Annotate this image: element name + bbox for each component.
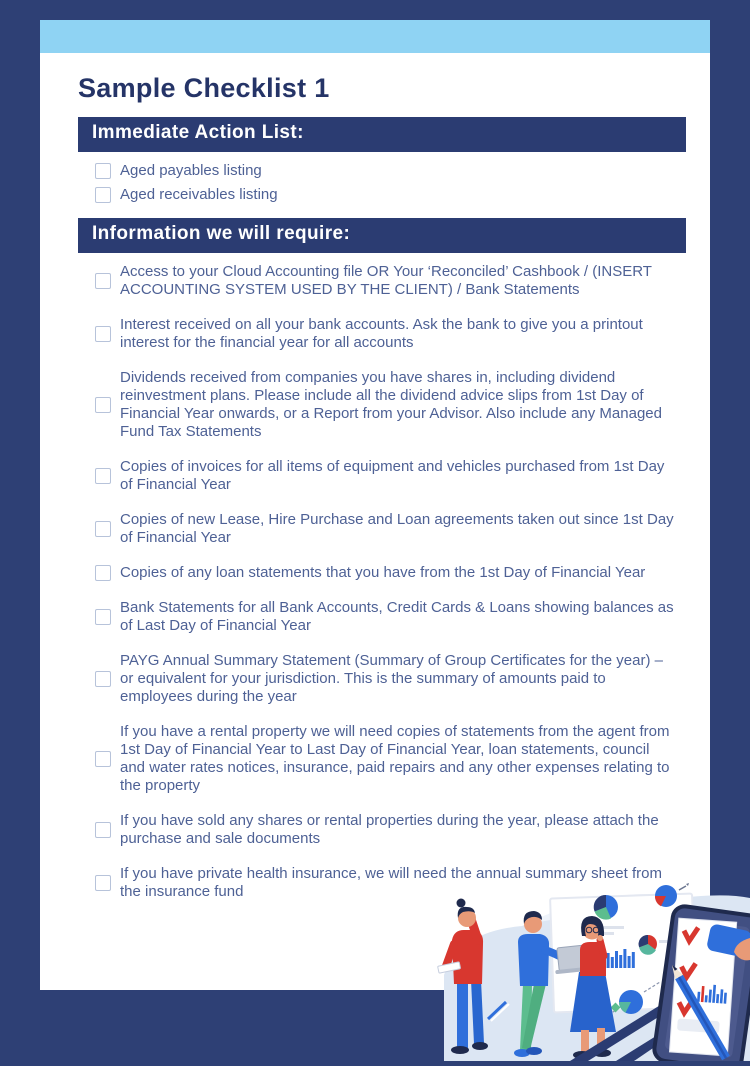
checkbox[interactable] — [95, 273, 111, 289]
checklist-item-label: If you have a rental property we will need copies of statements from the agent from 1st Day of Financial Year to Last Day of Financial Year, loan statements, council and water rates notices, insurance, paid repairs and any other expenses relating to the property — [120, 723, 670, 794]
checkbox[interactable] — [95, 468, 111, 484]
checklist-item-label: PAYG Annual Summary Statement (Summary of Group Certificates for the year) – or equivalent for your jurisdiction. This is the summary of amounts paid to employees during the year — [120, 652, 663, 705]
checkbox[interactable] — [95, 187, 111, 203]
section-heading: Information we will require: — [78, 218, 686, 253]
checklist-item-label: Access to your Cloud Accounting file OR Your ‘Reconciled’ Cashbook / (INSERT ACCOUNTING SYSTEM USED BY THE CLIENT) / Bank Statements — [120, 263, 652, 298]
checkbox[interactable] — [95, 565, 111, 581]
checklist-item-label: Copies of invoices for all items of equipment and vehicles purchased from 1st Day of Financial Year — [120, 458, 665, 493]
checklist-item — [95, 458, 686, 494]
sheet-content — [40, 73, 710, 901]
checklist-item-label: Aged payables listing — [120, 162, 262, 179]
top-accent-bar — [40, 20, 710, 53]
checkbox[interactable] — [95, 671, 111, 687]
checkbox[interactable] — [95, 521, 111, 537]
checklist-item-label: Copies of any loan statements that you have from the 1st Day of Financial Year — [120, 564, 646, 581]
checklist-item — [95, 564, 686, 582]
checklist-item-label: If you have sold any shares or rental properties during the year, please attach the purchase and sale documents — [120, 812, 659, 847]
checklist-items — [78, 263, 686, 901]
checklist-item-label: Dividends received from companies you have shares in, including dividend reinvestment plans. Please include all the dividend advice slips from 1st Day of Financial Year onwards, or a Report from your Advisor. Also include any Managed Fund Tax Statements — [120, 369, 662, 440]
checklist-item-label: Aged receivables listing — [120, 186, 278, 203]
checklist-item — [95, 369, 686, 441]
checkbox[interactable] — [95, 397, 111, 413]
checklist-items — [78, 162, 686, 204]
checkbox[interactable] — [95, 822, 111, 838]
checklist-item-label: If you have private health insurance, we will need the annual summary sheet from the insurance fund — [120, 865, 662, 900]
checklist-item — [95, 186, 686, 204]
checkbox[interactable] — [95, 609, 111, 625]
checklist-item-label: Bank Statements for all Bank Accounts, Credit Cards & Loans showing balances as of Last Day of Financial Year — [120, 599, 674, 634]
checkbox[interactable] — [95, 326, 111, 342]
checklist-item — [95, 162, 686, 180]
checklist-item — [95, 263, 686, 299]
checkbox[interactable] — [95, 875, 111, 891]
sections-container — [78, 117, 686, 901]
checklist-item-label: Copies of new Lease, Hire Purchase and Loan agreements taken out since 1st Day of Financial Year — [120, 511, 674, 546]
checklist-item — [95, 723, 686, 795]
people-charts-illustration — [430, 880, 750, 1061]
section-heading: Immediate Action List: — [78, 117, 686, 152]
page-title: Sample Checklist 1 — [78, 73, 330, 103]
checklist-item — [95, 316, 686, 352]
checkbox[interactable] — [95, 163, 111, 179]
checklist-item — [95, 812, 686, 848]
checklist-sheet — [40, 20, 710, 990]
checklist-item — [95, 652, 686, 706]
checkbox[interactable] — [95, 751, 111, 767]
checklist-item — [95, 599, 686, 635]
checklist-item — [95, 511, 686, 547]
illustration-svg — [430, 880, 750, 1061]
checklist-item-label: Interest received on all your bank accounts. Ask the bank to give you a printout interest for the financial year for all accounts — [120, 316, 643, 351]
